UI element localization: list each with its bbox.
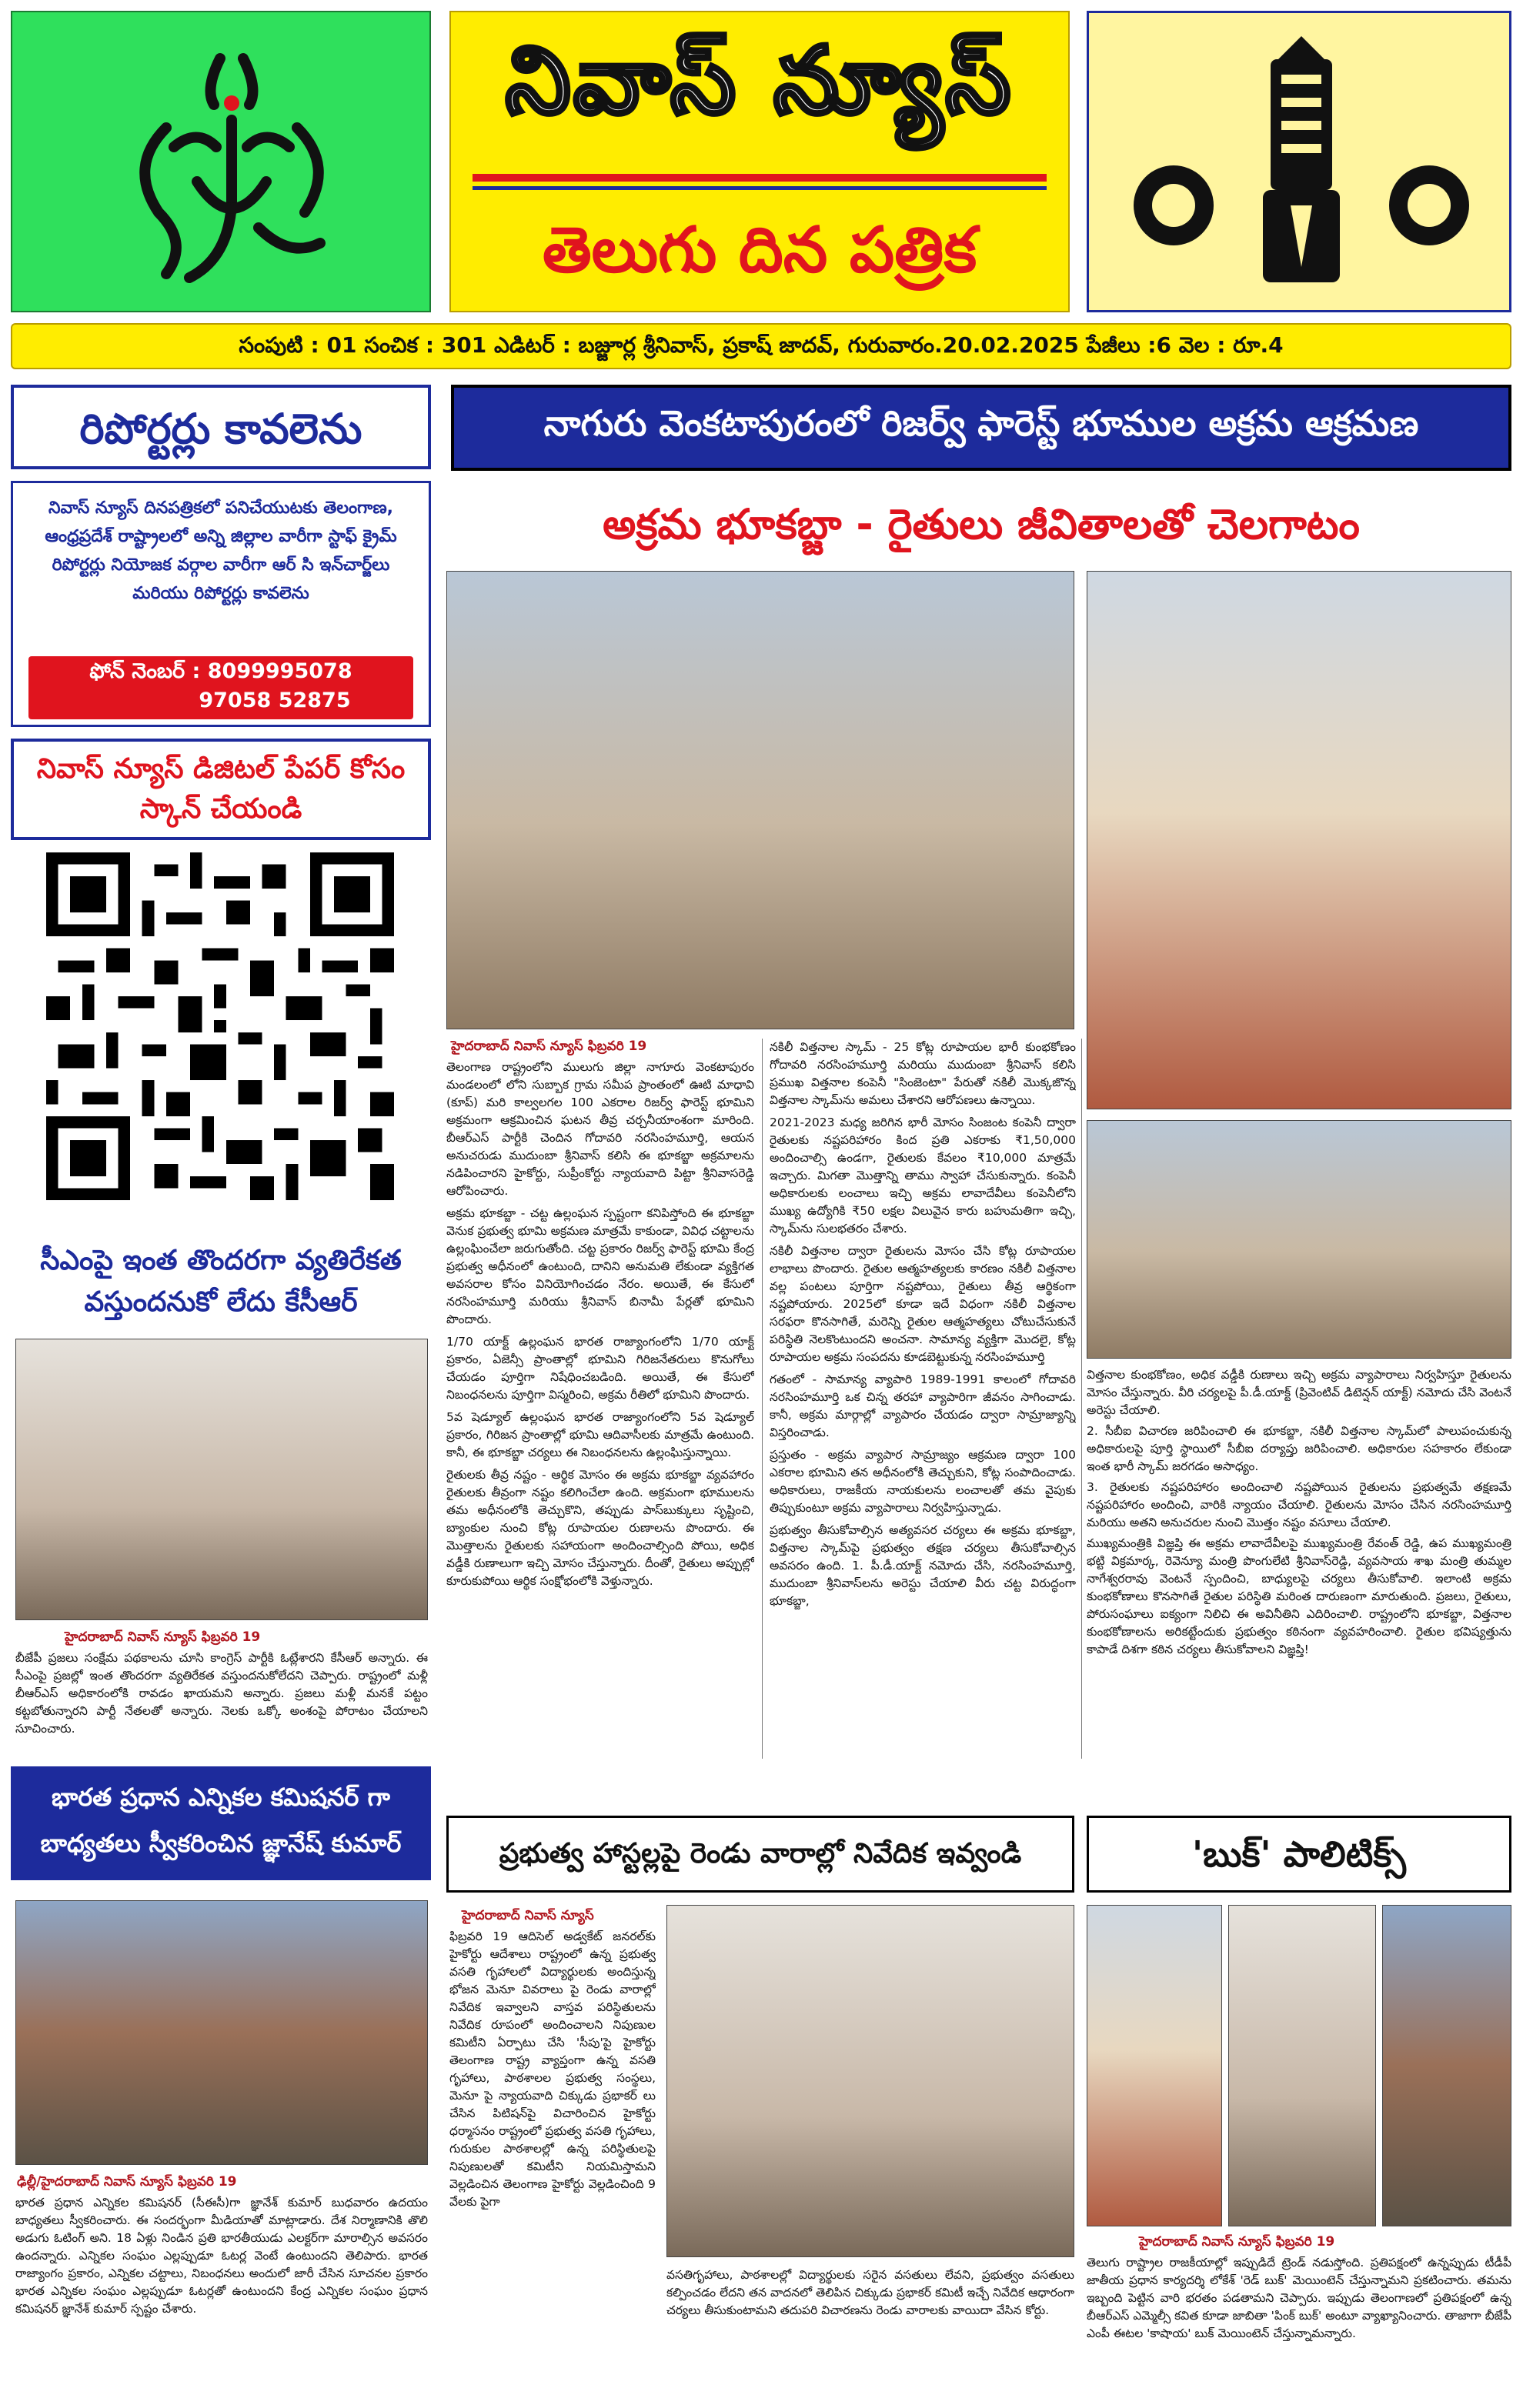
main-headline-box [451,385,1511,471]
phone-box [28,656,413,719]
kcr-photo [15,1339,428,1620]
recruit-title-box [11,385,431,469]
main-col1-p1: తెలంగాణ రాష్ట్రంలోని ములుగు జిల్లా నాగూరు వెంకటాపురం మండలంలో లోని సుబ్బాక గ్రామ సమీప ప్రాంతంలో ఊటి మాధావి (కూప్) మరి కాల్వలగల 100 ఎకరాల రిజర్వ్ ఫారెస్ట్ భూమిని అక్రమంగా ఆక్రమించిన ఘటన తీవ్ర చర్చనీయాంశంగా మారింది. బీఆర్ఎస్ పార్టీకి చెందిన గోదావరి నరసింహమూర్తి, ఆయన అనుచరుడు ముదుంబా శ్రీనివాస్ కలిసి ఈ భూకబ్జా అక్రమాలను నడిపించారని హైకోర్టు, సుప్రీంకోర్టు న్యాయవాది పిట్టా శ్రీనివాసరెడ్డి ఆరోపించారు. [446,1060,754,1198]
main-col2-p6: ప్రభుత్వం తీసుకోవాల్సిన అత్యవసర చర్యలు ఈ అక్రమ భూకబ్జా, విత్తనాల స్కామ్‌పై ప్రభుత్వం తక్షణ చర్యలు తీసుకోవాల్సిన అవసరం ఉంది. 1. పీ.డీ.యాక్ట్ నమోదు చేసి, నరసింహమూర్తి, ముదుంబా శ్రీనివాస్‌లను అరెస్టు చేయాలి వీరు చట్ట విరుద్ధంగా భూకబ్జా, [770,1523,1076,1608]
kcr-body: బీజేపీ ప్రజలు సంక్షేమ పథకాలను చూసి కాంగ్రెస్ పార్టీకి ఓట్లేశారని కేసీఆర్ అన్నారు. ఈ సీఎంపై ప్రజల్లో ఇంత తొందరగా వ్యతిరేకత వస్తుందనుకోలేదని చెప్పారు. రాష్ట్రంలో మళ్లీ బీఆర్ఎస్ అధికారంలోకి రావడం ఖాయమని అన్నారు. ప్రజలు మళ్లీ మనకే పట్టం కట్టబోతున్నారని పార్టీ నేతలతో అన్నారు. నెలకు ఒక్కో అంశంపై పోరాటం చేయాలని సూచించారు. [15,1651,428,1736]
book-photo-3 [1382,1905,1511,2226]
kcr-dateline: హైదరాబాద్ నివాస్ న్యూస్ ఫిబ్రవరి 19 [65,1629,261,1645]
masthead-rule-blue [473,186,1047,190]
kcr-headline-box [11,1237,431,1329]
main-col2 [770,1039,1076,1759]
qr-title: నివాస్ న్యూస్ డిజిటల్ పేపర్ కోసం స్కాన్ చేయండి [36,753,406,825]
main-col1-p2: అక్రమ భూకబ్జా - చట్ట ఉల్లంఘన స్పష్టంగా కనిపిస్తోంది ఈ భూకబ్జా వెనుక ప్రభుత్వ భూమి అక్రమణ మాత్రమే కాకుండా, వివిధ చట్టాలను ఉల్లంఘించేలా జరుగుతోంది. చట్ట ప్రకారం రిజర్వ్ ఫారెస్ట్ భూమి కేంద్ర ప్రభుత్వ అధీనంలో ఉంటుంది, దానిని అనుమతి లేకుండా వ్యక్తిగత అవసరాల కోసం వినియోగించడం నేరం. అయితే, ఈ కేసులో నరసింహమూర్తి మరియు శ్రీనివాస్ బినామీ పేర్లతో భూమిని పొందారు. [446,1206,754,1326]
masthead-center [449,11,1070,312]
issue-info-text: సంపుటి : 01 సంచిక : 301 ఎడిటర్ : బజ్జూర్ల శ్రీనివాస్, ప్రకాష్ జాదవ్, గురువారం.20.02.2025 పేజీలు :6 వెల : రూ.4 [239,332,1284,358]
hostel-headline-box [446,1816,1074,1893]
main-col2-p2: 2021-2023 మధ్య జరిగిన భారీ మోసం సింజంట కంపెనీ ద్వారా రైతులకు నష్టపరిహారం కింద ప్రతి ఎకరాకు ₹1,50,000 అందించాల్సి ఉండగా, రైతులకు కేవలం ₹10,000 మాత్రమే ఇచ్చారు. మిగతా మొత్తాన్ని తాము స్వాహా చేసుకున్నారు. కంపెనీ అధికారులకు లంచాలు ఇచ్చి అక్రమ లావాదేవీలు కంపెనీలోని ముఖ్య ఉద్యోగికి ₹50 లక్షల విలువైన కారు బహుమతిగా ఇచ్చి, స్కామ్‌ను సులభతరం చేశారు. [770,1116,1076,1236]
newspaper-subtitle: తెలుగు దిన పత్రిక [542,214,977,287]
main-col3-p4: ముఖ్యమంత్రికి విజ్ఞప్తి ఈ అక్రమ లావాదేవీలపై ముఖ్యమంత్రి రేవంత్ రెడ్డి, ఉప ముఖ్యమంత్రి భట్టి విక్రమార్క, రెవెన్యూ మంత్రి పొంగులేటి శ్రీనివాస్‌రెడ్డి, వ్యవసాయ శాఖ మంత్రి తుమ్మల నాగేశ్వరరావు వెంటనే స్పందించి, బాధ్యులపై చర్యలు తీసుకోవాలి. ఇలాంటి అక్రమ కుంభకోణాలు కొనసాగితే రైతుల పరిస్థితి మరింత దారుణంగా మారుతుంది. ప్రజలు, రైతులు, పోరుసంఘాలు ఐక్యంగా నిలిచి ఈ అవినీతిని ఎదిరించాలి. రాష్ట్రంలోని భూకబ్జా, విత్తనాల కుంభకోణాలను అరికట్టేందుకు ప్రభుత్వం కఠినంగా వ్యవహరించాలి. రైతుల భవిష్యత్తును కాపాడే దిశగా కఠిన చర్యలు తీసుకోవాలని విజ్ఞప్తి! [1087,1536,1511,1656]
hostel-col-bottom: వసతిగృహాలు, పాఠశాలల్లో విద్యార్థులకు సరైన వసతులు లేవని, ప్రభుత్వం వసతులు కల్పించడం లేదని తన వాదనలో తెలిపిన చిక్కుడు ప్రభాకర్ కమిటీ ఇచ్చే నివేదిక ఆధారంగా చర్యలు తీసుకుంటామని తదుపరి విచారణను రెండు వారాలకు వాయిదా వేసిన కోర్టు. [666,2268,1074,2317]
main-col3-p3: 3. రైతులకు నష్టపరిహారం అందించాలి నష్టపోయిన రైతులను ప్రభుత్వమే తక్షణమే నష్టపరిహారం అందించి, వారికి న్యాయం చేయాలి. రైతులను మోసం చేసిన నరసింహమూర్తి మరియు అతని అనుచరుల నుంచి మొత్తం నష్టం వసూలు చేయాలి. [1087,1480,1511,1529]
main-col3-p2: 2. సీబీఐ విచారణ జరిపించాలి ఈ భూకబ్జా, నకిలీ విత్తనాల స్కామ్‌లో పాలుపంచుకున్న అధికారులపై పూర్తి స్థాయిలో సీబీఐ దర్యాప్తు జరిపించాలి. అధికారుల సహకారం లేకుండా ఇంత భారీ స్కామ్ జరగడం అసాధ్యం. [1087,1424,1511,1473]
ec-headline: భారత ప్రధాన ఎన్నికల కమిషనర్ గా బాధ్యతలు స్వీకరించిన జ్ఞానేష్ కుమార్ [40,1783,402,1858]
main-col1 [446,1059,754,1759]
main-col3 [1087,1366,1511,1759]
hostel-dateline: హైదరాబాద్ నివాస్ న్యూస్ [462,1908,594,1923]
temple-logo-box [1087,11,1511,312]
main-col1-p4: 5వ షెడ్యూల్ ఉల్లంఘన భారత రాజ్యాంగంలోని 5వ షెడ్యూల్ ప్రకారం, గిరిజన ప్రాంతాల్లో భూమి ఆదివాసీలకు మాత్రమే ఉంటుంది. కానీ, ఈ భూకబ్జా చర్యలు ఈ నిబంధనలను ఉల్లంఘిస్తున్నాయి. [446,1410,754,1459]
main-subheadline: అక్రమ భూకబ్జా - రైతులు జీవితాలతో చెలగాటం [603,500,1360,549]
main-photo-road [446,571,1074,1029]
ec-dateline: ఢిల్లీ/హైదరాబాద్ నివాస్ న్యూస్ ఫిబ్రవరి 19 [17,2174,237,2190]
main-headline: నాగురు వెంకటాపురంలో రిజర్వ్ ఫారెస్ట్ భూముల అక్రమ ఆక్రమణ [543,402,1419,444]
main-photo-court [1087,571,1511,1109]
book-photo-1 [1087,1905,1222,2226]
recruit-title: రిపోర్టర్లు కావలెను [79,405,362,453]
main-col1-p5: రైతులకు తీవ్ర నష్టం - ఆర్థిక మోసం ఈ అక్రమ భూకబ్జా వ్యవహారం రైతులకు తీవ్రంగా నష్టం కలిగించేలా ఉంది. అక్రమంగా భూములను తమ అధీనంలోకి తెచ్చుకొని, తప్పుడు పాస్‌బుక్కులు సృష్టించి, బ్యాంకుల నుంచి కోట్ల రూపాయల రుణాలను పొందారు. ఈ మొత్తాలను రైతులకు సహాయంగా అందించాల్సింది పోయి, అధిక వడ్డీకి రుణాలుగా ఇచ్చి మోసం చేస్తున్నారు. దీంతో, రైతులు అప్పుల్లో కూరుకుపోయి ఆర్థిక సంక్షోభంలోకి వెళ్తున్నారు. [446,1468,754,1588]
book-headline-box [1087,1816,1511,1893]
qr-title-box [11,739,431,840]
ec-body: భారత ప్రధాన ఎన్నికల కమిషనర్ (సీఈసీ)గా జ్ఞానేశ్ కుమార్ బుధవారం ఉదయం బాధ్యతలు స్వీకరించారు. ఈ సందర్భంగా మీడియాతో మాట్లాడారు. దేశ నిర్మాణానికి తొలి అడుగు ఓటింగ్ అని. 18 ఏళ్లు నిండిన ప్రతి భారతీయుడు ఎలక్టర్‌గా మారాల్సిన అవసరం ఉందన్నారు. ఎన్నికల సంఘం ఎల్లప్పుడూ ఓటర్ల వెంటే ఉంటుందని తెలిపారు. భారత రాజ్యాంగం ప్రకారం, ఎన్నికల చట్టాలు, నిబంధనలు అందులో జారీ చేసిన సూచనల ప్రకారం భారత ఎన్నికల సంఘం ఎల్లప్పుడూ ఓటర్లతో ఉంటుందని కేంద్ర ఎన్నికల సంఘం ప్రధాన కమిషనర్ జ్ఞానేశ్ కుమార్ స్పష్టం చేశారు. [15,2196,428,2316]
book-body: తెలుగు రాష్ట్రాల రాజకీయాల్లో ఇప్పుడిదే ట్రెండ్ నడుస్తోంది. ప్రతిపక్షంలో ఉన్నప్పుడు టీడీపీ జాతీయ ప్రధాన కార్యదర్శి లోకేశ్ 'రెడ్ బుక్' మెయింటెన్ చేస్తున్నామని ప్రకటించారు. తమను ఇబ్బంది పెట్టిన వారి భరతం పడతామని చెప్పారు. ఇప్పుడు తెలంగాణలో ప్రతిపక్షంలో ఉన్న బీఆర్ఎస్ ఎమ్మెల్సీ కవిత కూడా జాబితా 'పింక్ బుక్' అంటూ వ్యాఖ్యానించారు. తాజాగా బీజేపీ ఎంపీ ఈటల 'కాషాయ' బుక్ మెయింటెన్ చేస్తున్నామన్నారు. [1087,2256,1511,2340]
main-col2-p1: నకిలీ విత్తనాల స్కామ్ - 25 కోట్ల రూపాయల భారీ కుంభకోణం గోదావరి నరసింహమూర్తి మరియు ముదుంబా శ్రీనివాస్ కలిసి ప్రముఖ విత్తనాల కంపెనీ "సింజెంటా" పేరుతో నకిలీ మొక్కజొన్న విత్తనాల స్కామ్‌ను అమలు చేశారని ఆరోపణలు ఉన్నాయి. [770,1040,1076,1107]
main-col2-p5: ప్రస్తుతం - అక్రమ వ్యాపార సామ్రాజ్యం ఆక్రమణ ద్వారా 100 ఎకరాల భూమిని తన అధీనంలోకి తెచ్చుకుని, కోట్ల సంపాదించాడు. అధికారులు, రాజకీయ నాయకులను లంచాలతో తమ వైపుకు తిప్పుకుంటూ అక్రమ వ్యాపారాలు నిర్వహిస్తున్నాడు. [770,1448,1076,1515]
book-photo-2 [1228,1905,1376,2226]
venkateswara-icon [1089,13,1514,315]
ec-photo [15,1900,428,2165]
newspaper-title: నివాస్ న్యూస్ [506,28,1014,135]
main-col2-p4: గతంలో - సామాన్య వ్యాపారి 1989-1991 కాలంలో గోదావరి నరసింహమూర్తి ఒక చిన్న తరహా వ్యాపారిగా జీవనం సాగించాడు. కానీ, అక్రమ మార్గాల్లో వ్యాపారం చేయడం ద్వారా సామ్రాజ్యాన్ని విస్తరించాడు. [770,1372,1076,1439]
recruit-ad [11,481,431,727]
ganesha-logo-box [11,11,431,312]
kcr-headline: సీఎంపై ఇంత తొందరగా వ్యతిరేకత వస్తుందనుకో లేదు కేసీఆర్ [40,1245,402,1318]
masthead-rule-red [473,174,1047,182]
phone-number-1: ఫోన్ నెంబర్ : 8099995078 [89,659,352,683]
book-headline: 'బుక్' పాలిటిక్స్ [1192,1833,1406,1875]
main-photo-buildings [1087,1120,1511,1359]
main-col3-p1: విత్తనాల కుంభకోణం, అధిక వడ్డీకి రుణాలు ఇచ్చి అక్రమ వ్యాపారాలు నిర్వహిస్తూ రైతులను మోసం చేస్తున్నారు. వీరి చర్యలపై పీ.డీ.యాక్ట్ (ప్రివెంటివ్ డిటెన్షన్ యాక్ట్) నమోదు చేసి వెంటనే అరెస్టు చేయాలి. [1087,1368,1511,1417]
qr-code[interactable] [46,852,394,1200]
book-dateline: హైదరాబాద్ నివాస్ న్యూస్ ఫిబ్రవరి 19 [1139,2234,1335,2250]
ganesha-icon [12,12,433,314]
main-col2-p3: నకిలీ విత్తనాల ద్వారా రైతులను మోసం చేసి కోట్ల రూపాయల లాభాలు పొందారు. రైతుల ఆత్మహత్యలకు కారణం నకిలీ విత్తనాల వల్ల పంటలు పూర్తిగా నష్టపోయి, రైతులు తీవ్ర ఆర్థికంగా నష్టపోయారు. 2025లో కూడా ఇదే విధంగా నకిలీ విత్తనాల సరఫరా కొనసాగితే, మరెన్ని రైతుల ఆత్మహత్యలు చోటుచేసుకునే పరిస్థితి నెలకొంటుందని అంచనా. సామాన్య వ్యక్తిగా మొదలై, కోట్ల రూపాయల అక్రమ సంపదను కూడబెట్టుకున్న నరసింహమూర్తి [770,1244,1076,1364]
issue-info-bar [11,323,1511,369]
ec-headline-box [11,1766,431,1880]
qr-code-icon [46,852,394,1200]
main-dateline: హైదరాబాద్ నివాస్ న్యూస్ ఫిబ్రవరి 19 [451,1039,647,1054]
hostel-photo-highcourt [666,1905,1074,2257]
column-rule [1081,1039,1082,1759]
phone-number-2: 97058 52875 [199,689,351,712]
main-col1-p3: 1/70 యాక్ట్ ఉల్లంఘన భారత రాజ్యాంగంలోని 1/70 యాక్ట్ ప్రకారం, ఏజెన్సీ ప్రాంతాల్లో భూమిని గిరిజనేతరులు కొనుగోలు చేయడం పూర్తిగా నిషేధించబడింది. అయితే, ఈ కేసులో నిబంధనలను పూర్తిగా విస్మరించి, అక్రమ రీతిలో భూమిని పొందారు. [446,1335,754,1402]
recruit-body: నివాస్ న్యూస్ దినపత్రికలో పనిచేయుటకు తెలంగాణ, ఆంధ్రప్రదేశ్ రాష్ట్రాలలో అన్ని జిల్లాల వారీగా స్టాఫ్ క్రైమ్ రిపోర్టర్లు నియోజక వర్గాల వారీగా ఆర్ సి ఇన్‌చార్జ్‌లు మరియు రిపోర్టర్లు కావలెను [45,499,397,603]
hostel-headline: ప్రభుత్వ హాస్టల్లపై రెండు వారాల్లో నివేదిక ఇవ్వండి [499,1838,1022,1869]
hostel-col-left: ఫిబ్రవరి 19 ఆదిసెల్ అడ్వకేట్ జనరల్‌కు హైకోర్టు ఆదేశాలు రాష్ట్రంలో ఉన్న ప్రభుత్వ వసతి గృహాలలో విద్యార్థులకు అందిస్తున్న భోజన మెనూ వివరాలు పై రెండు వారాల్లో నివేదిక ఇవ్వాలని వాస్తవ పరిస్థితులను నివేదిక రూపంలో అందించాలని నిపుణుల కమిటీని ఏర్పాటు చేసి 'సీపు'పై హైకోర్టు తెలంగాణ రాష్ట్ర వ్యాప్తంగా ఉన్న వసతి గృహాలు, పాఠశాలల ప్రభుత్వ సంస్థలు, మెనూ పై న్యాయవాది చిక్కుడు ప్రభాకర్ లు చేసిన పిటిషన్‌పై విచారించిన హైకోర్టు ధర్మాసనం రాష్ట్రంలో ప్రభుత్వ వసతి గృహాలు, గురుకుల పాఠశాలల్లో ఉన్న పరిస్థితులపై నిపుణులతో కమిటీని నియమిస్తామని వెల్లడించిన తెలంగాణ హైకోర్టు వెల్లడించింది 9 వేలకు పైగా [449,1929,656,2209]
column-rule [762,1039,763,1759]
